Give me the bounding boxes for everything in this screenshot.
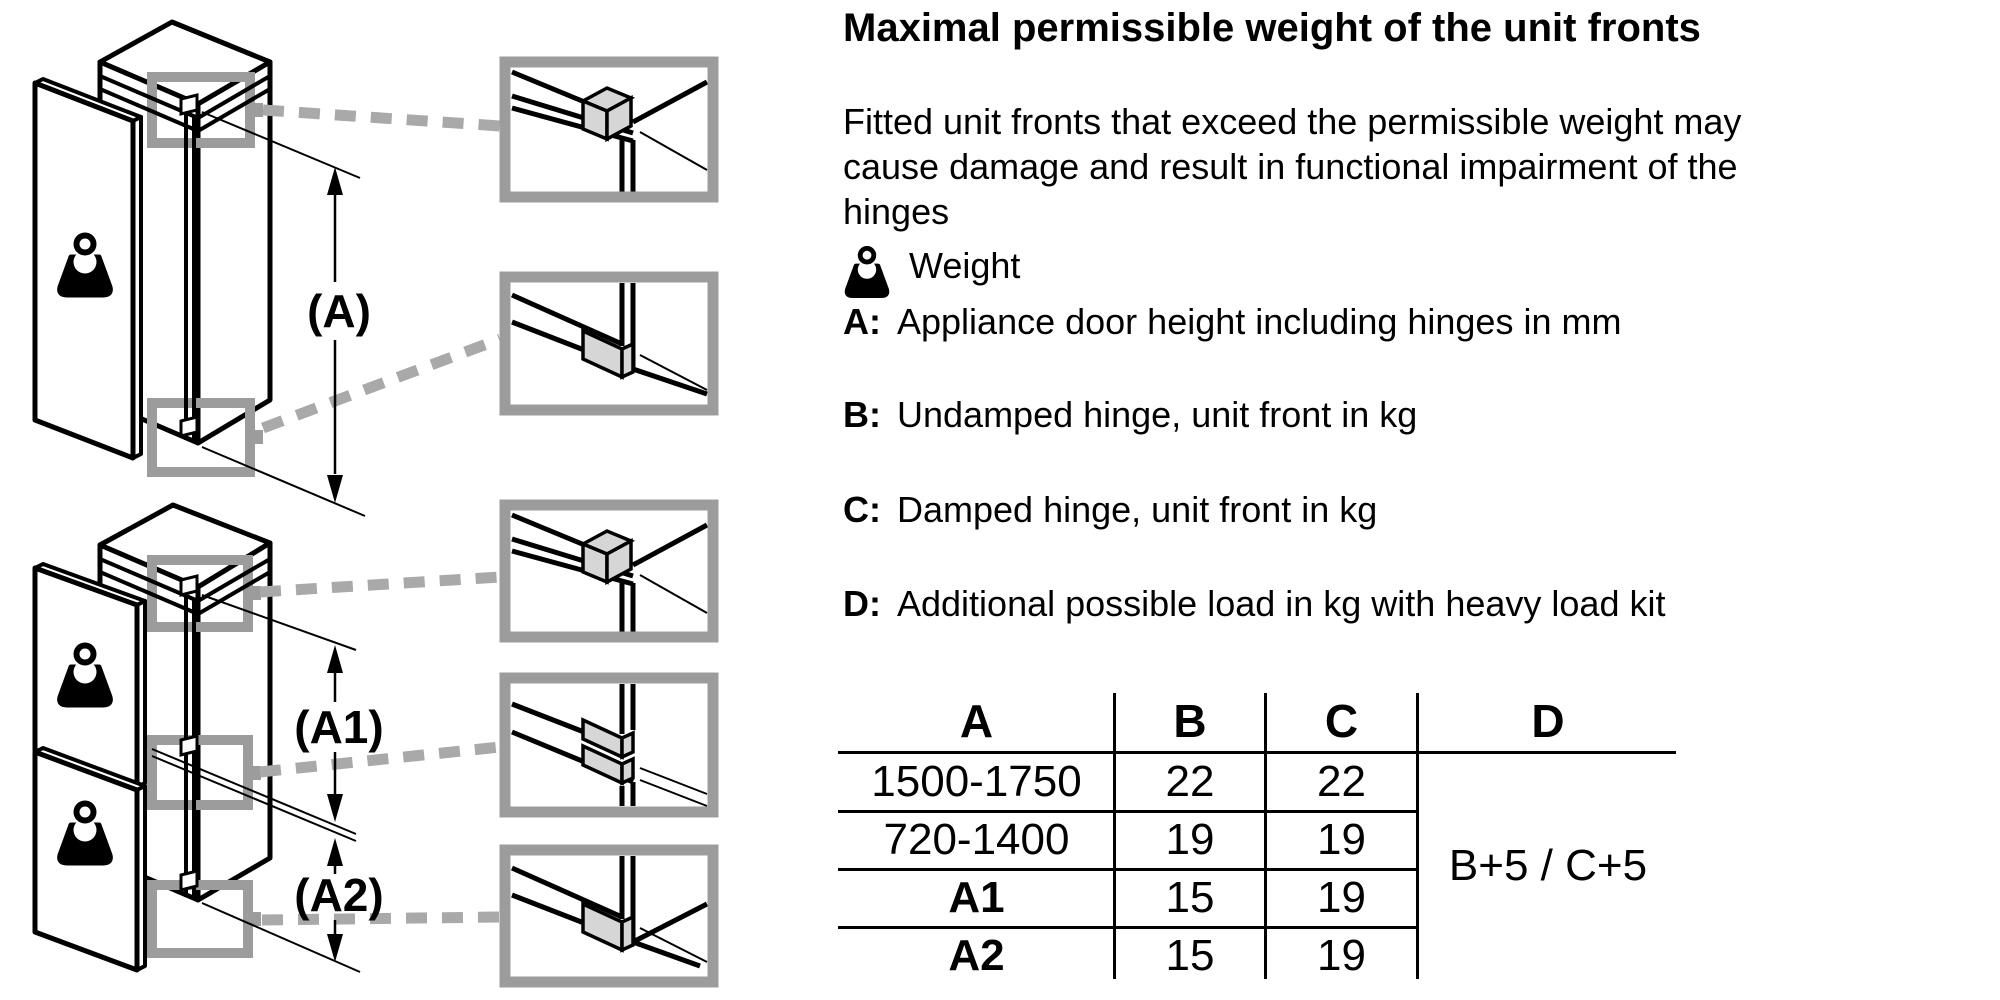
table-cell: A1 <box>948 873 1005 922</box>
hinge-detail-top-2 <box>505 505 713 637</box>
table-cell: 22 <box>1165 757 1215 806</box>
legend-key: C: <box>843 489 881 530</box>
hinge-diagrams <box>0 0 780 1000</box>
dashed-connector <box>260 577 500 592</box>
legend-key: B: <box>843 394 881 435</box>
table-cell: 1500-1750 <box>871 757 1082 806</box>
dim-a1-label: (A1) <box>294 701 384 753</box>
table-cell: 15 <box>1165 931 1215 980</box>
table-cell: 22 <box>1317 757 1366 806</box>
legend-text: Additional possible load in kg with heavy load kit <box>897 583 1666 624</box>
table-header-cell: B <box>1173 695 1207 747</box>
legend-weight-label: Weight <box>909 245 1021 286</box>
dashed-connector <box>263 339 500 428</box>
legend-text: Damped hinge, unit front in kg <box>897 489 1378 530</box>
table-cell-d-merged: B+5 / C+5 <box>1448 841 1648 890</box>
table-cell: 19 <box>1317 931 1366 980</box>
hinge-detail-bottom-2 <box>505 850 713 982</box>
hinge-detail-bottom <box>505 277 713 410</box>
weight-icon <box>843 245 891 299</box>
table-cell: A2 <box>948 931 1005 980</box>
legend-item-c <box>843 487 1993 533</box>
table-header-cell: C <box>1324 695 1359 747</box>
table-cell: 19 <box>1165 815 1215 864</box>
page-title: Maximal permissible weight of the unit fronts <box>843 6 1701 50</box>
legend-item-d <box>843 581 1993 627</box>
dashed-connector <box>263 110 500 126</box>
door-panel-top <box>35 79 141 458</box>
legend-key: D: <box>843 583 881 624</box>
legend-key: A: <box>843 301 881 342</box>
legend-item-a <box>843 299 1993 345</box>
table-cell: 720-1400 <box>883 815 1070 864</box>
dim-a2-label: (A2) <box>294 869 384 921</box>
weight-table <box>840 692 1680 984</box>
paragraph-line: hinges <box>843 191 950 232</box>
hinge-detail-middle <box>505 678 713 812</box>
legend-text: Appliance door height including hinges in mm <box>897 301 1622 342</box>
paragraph-line: cause damage and result in functional impairment of the <box>843 146 1738 187</box>
legend-item-b <box>843 392 1993 438</box>
intro-paragraph <box>843 99 1983 234</box>
hinge-detail-top <box>505 62 713 197</box>
door-panel-lower <box>35 748 145 970</box>
legend-text: Undamped hinge, unit front in kg <box>897 394 1418 435</box>
dim-a-label: (A) <box>307 285 371 337</box>
legend-weight <box>843 243 1993 299</box>
paragraph-line: Fitted unit fronts that exceed the permissible weight may <box>843 101 1742 142</box>
table-cell: 19 <box>1317 873 1366 922</box>
table-cell: 19 <box>1317 815 1366 864</box>
table-cell: 15 <box>1165 873 1215 922</box>
table-header-cell: D <box>1531 695 1565 747</box>
table-header-cell: A <box>959 695 994 747</box>
